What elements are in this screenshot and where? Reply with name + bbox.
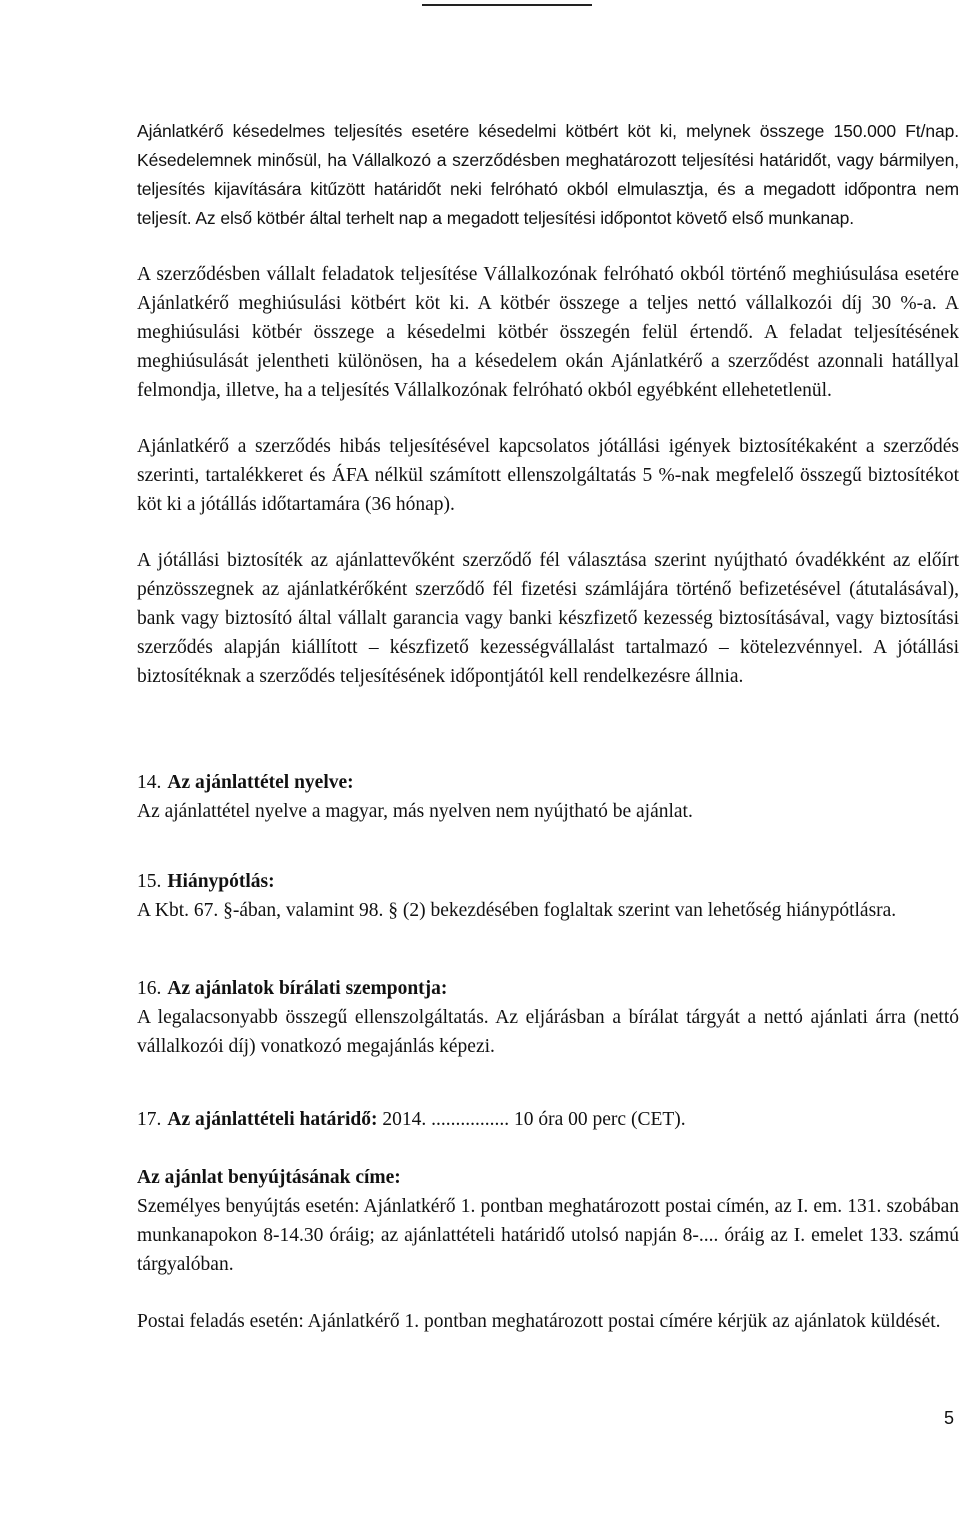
section-14 bbox=[137, 769, 959, 826]
section-body: A Kbt. 67. §-ában, valamint 98. § (2) bekezdésében foglaltak szerint van lehetőség hiánypótlásra. bbox=[137, 900, 897, 921]
page-number: 5 bbox=[944, 1408, 955, 1428]
section-heading bbox=[137, 975, 959, 1003]
section-heading bbox=[137, 868, 959, 896]
section-title: Az ajánlatok bírálati szempontja: bbox=[167, 978, 448, 999]
paragraph-warranty-guarantee: Ajánlatkérő a szerződés hibás teljesítésével kapcsolatos jótállási igények biztosítékaként a szerződés szerinti, tartalékkeret és ÁFA nélkül számított ellenszolgáltatás 5 %-nak megfelelő összegű biztosítékot köt ki a jótállás időtartamára (36 hónap). bbox=[137, 436, 959, 515]
document-body bbox=[137, 117, 959, 1336]
submission-postal: Postai feladás esetén: Ajánlatkérő 1. pontban meghatározott postai címére kérjük az ajánlatok küldését. bbox=[137, 1311, 941, 1332]
section-body: Az ajánlattétel nyelve a magyar, más nyelven nem nyújtható be ajánlat. bbox=[137, 801, 693, 822]
section-16 bbox=[137, 975, 959, 1061]
paragraph-warranty-forms: A jótállási biztosíték az ajánlattevőként szerződő fél választása szerint nyújtható óvadékként az előírt pénzösszegnek az ajánlatkérőként szerződő fél fizetési számlájára történő befizetésével (átutalásával), bank vagy biztosító által vállalt garancia vagy banki készfizető kezesség biztosításával, vagy biztosítási szerződés alapján kiállított – készfizető kezességvállalást tartalmazó – kötelezvénnyel. A jótállási biztosítéknak a szerződés teljesítésének időpontjától kell rendelkezésre állnia. bbox=[137, 550, 959, 687]
section-number: 17. bbox=[137, 1109, 162, 1130]
section-body: A legalacsonyabb összegű ellenszolgáltatás. Az eljárásban a bírálat tárgyát a nettó ajánlati árra (nettó vállalkozói díj) vonatkozó megajánlás képezi. bbox=[137, 1007, 959, 1057]
section-title: Hiánypótlás: bbox=[167, 871, 275, 892]
section-title: Az ajánlattétel nyelve: bbox=[167, 772, 354, 793]
section-15 bbox=[137, 868, 959, 925]
submission-title-text: Az ajánlat benyújtásának címe: bbox=[137, 1167, 401, 1188]
section-title: Az ajánlattételi határidő: bbox=[167, 1109, 378, 1130]
paragraph-late-penalty: Ajánlatkérő késedelmes teljesítés esetére késedelmi kötbért köt ki, melynek összege 150.000 Ft/nap. Késedelemnek minősül, ha Vállalkozó a szerződésben meghatározott teljesítési határidőt, vagy bármilyen, teljesítés kijavítására kitűzött határidőt neki felróható okból elmulasztja, és a megadott időpontra nem teljesít. Az első kötbér által terhelt nap a megadott teljesítési időpontot követő első munkanap. bbox=[137, 121, 959, 228]
top-rule bbox=[422, 4, 592, 6]
section-heading bbox=[137, 769, 959, 797]
submission-title bbox=[137, 1164, 959, 1192]
section-number: 14. bbox=[137, 772, 162, 793]
paragraph-failure-penalty: A szerződésben vállalt feladatok teljesítése Vállalkozónak felróható okból történő meghiúsulása esetére Ajánlatkérő meghiúsulási kötbért köt ki. A kötbér összege a teljes nettó vállalkozói díj 30 %-a. A meghiúsulási kötbér összege a késedelmi kötbér összegén felül értendő. A feladat teljesítésének meghiúsulását jelentheti különösen, ha a késedelem okán Ajánlatkérő a szerződést azonnali hatállyal felmondja, illetve, ha a teljesítés Vállalkozónak felróható okból egyébként ellehetetlenül. bbox=[137, 264, 959, 401]
section-number: 16. bbox=[137, 978, 162, 999]
section-17 bbox=[137, 1106, 959, 1134]
deadline-value: 2014. ................ 10 óra 00 perc (CET). bbox=[382, 1109, 686, 1130]
submission-personal: Személyes benyújtás esetén: Ajánlatkérő 1. pontban meghatározott postai címén, az I. em. 131. szobában munkanapokon 8-14.30 óráig; az ajánlattételi határidő utolsó napján 8-.... óráig az I. emelet 133. számú tárgyalóban. bbox=[137, 1196, 959, 1275]
section-number: 15. bbox=[137, 871, 162, 892]
